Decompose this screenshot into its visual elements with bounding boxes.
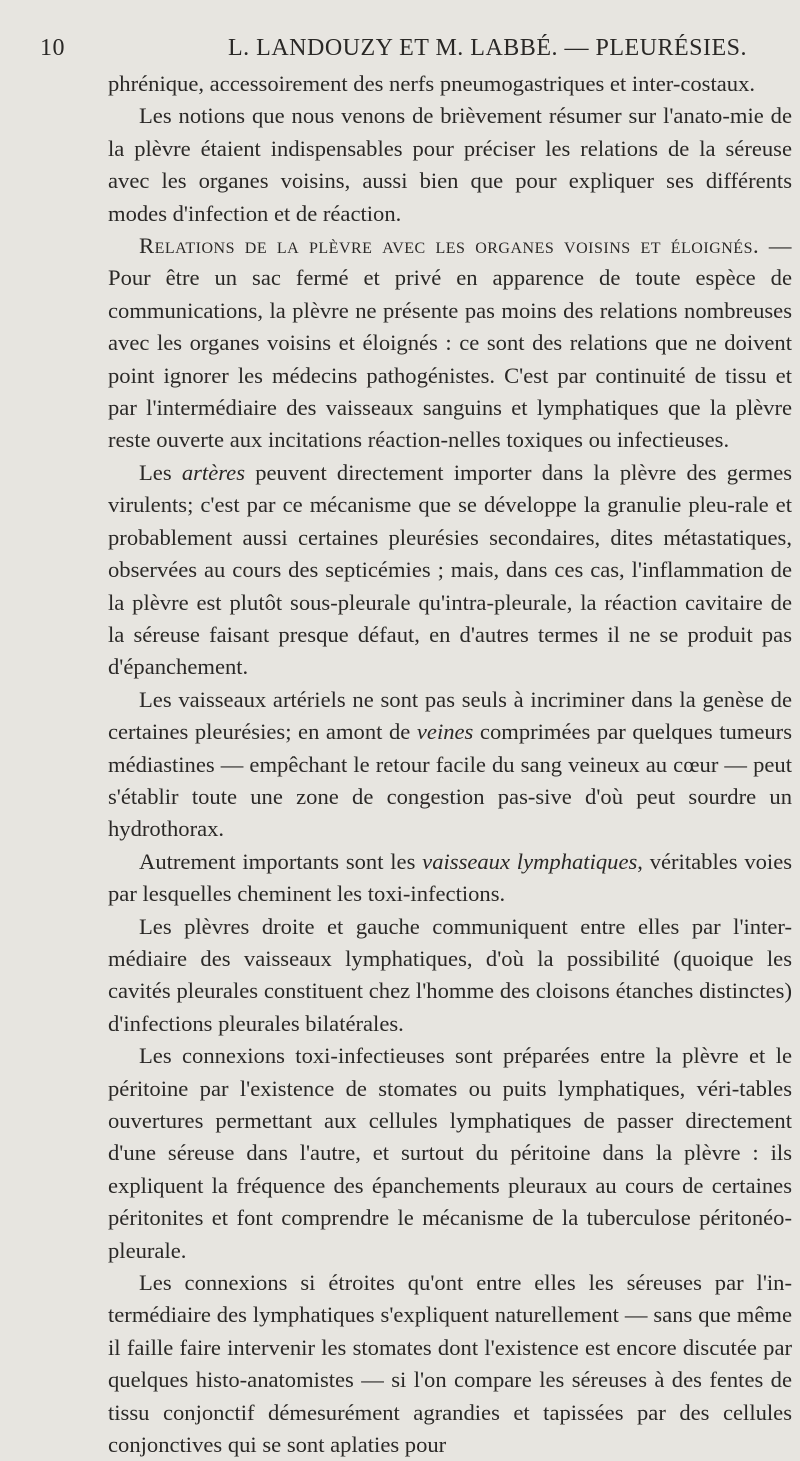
paragraph-5-start: Les vaisseaux artériels ne sont pas seuls à incriminer dans la genèse de certaines pleurésies; en amont de bbox=[108, 686, 792, 745]
page-header bbox=[40, 30, 747, 66]
paragraph-3-text: Pour être un sac fermé et privé en apparence de toute espèce de communications, la plèvre ne présente pas moins des relations nombreuses avec les organes voisins et éloignés : ce sont des relations que ne doivent point ignorer les médecins pathogénistes. C'est par continuité de tissu et par l'intermédiaire des vaisseaux sanguins et lymphatiques que la plèvre reste ouverte aux incitations réaction-nelles toxiques ou infectieuses. bbox=[108, 265, 792, 453]
paragraph-9: Les connexions si étroites qu'ont entre elles les séreuses par l'in-termédiaire des lymphatiques s'expliquent naturellement — sans que même il faille faire intervenir les stomates dont l'existence est encore discutée par quelques histo-anatomistes — si l'on compare les séreuses à des fentes de tissu conjonctif démesurément agrandies et tapissées par des cellules conjonctives qui se sont aplaties pour bbox=[108, 1270, 792, 1458]
paragraph-2: Les notions que nous venons de brièvement résumer sur l'anato-mie de la plèvre étaient indispensables pour préciser les relations de la séreuse avec les organes voisins, aussi bien que pour expliquer ses différents modes d'infection et de réaction. bbox=[108, 103, 792, 226]
page-number: 10 bbox=[40, 35, 65, 61]
paragraph-3 bbox=[108, 230, 792, 457]
body-text bbox=[108, 68, 792, 1461]
paragraph-4-start: Les bbox=[139, 459, 172, 485]
paragraph-4 bbox=[108, 457, 792, 684]
paragraph-8: Les connexions toxi-infectieuses sont préparées entre la plèvre et le péritoine par l'existence de stomates ou puits lymphatiques, véri-tables ouvertures permettant aux cellules lymphatiques de passer directement d'une séreuse dans l'autre, et surtout du péritoine dans la plèvre : ils expliquent la fréquence des épanchements pleuraux au cours de certaines péritonites et font comprendre le mécanisme de la tuberculose péritonéo-pleurale. bbox=[108, 1043, 792, 1263]
paragraph-5 bbox=[108, 684, 792, 846]
paragraph-1: phrénique, accessoirement des nerfs pneumogastriques et inter-costaux. bbox=[108, 71, 756, 96]
paragraph-5-rest: comprimées par quelques tumeurs médiastines — empêchant le retour facile du sang veineux au cœur — peut s'établir toute une zone de congestion pas-sive d'où peut sourdre un hydrothorax. bbox=[108, 719, 793, 842]
paragraph-4-rest: peuvent directement importer dans la plèvre des germes virulents; c'est par ce mécanisme que se développe la granulie pleu-rale et probablement aussi certaines pleurésies secondaires, dites métastatiques, observées au cours des septicémies ; mais, dans ces cas, l'inflammation de la plèvre est plutôt sous-pleurale qu'intra-pleurale, la réaction cavitaire de la séreuse faisant presque défaut, en d'autres termes il ne se produit pas d'épanchement. bbox=[108, 459, 793, 680]
paragraph-6-start: Autrement importants sont les bbox=[139, 848, 416, 874]
emphasis-vaisseaux-lymphatiques: vaisseaux lymphatiques bbox=[422, 848, 638, 874]
paragraph-6-rest: , véritables voies par lesquelles cheminent les toxi-infections. bbox=[108, 848, 793, 907]
emphasis-veines: veines bbox=[416, 719, 474, 745]
paragraph-7: Les plèvres droite et gauche communiquent entre elles par l'inter-médiaire des vaisseaux lymphatiques, d'où la possibilité (quoique les cavités pleurales constituent chez l'homme des cloisons étanches distinctes) d'infections pleurales bilatérales. bbox=[108, 913, 792, 1036]
section-heading: Relations de la plèvre avec les organes voisins et éloignés. — bbox=[139, 233, 792, 259]
paragraph-6 bbox=[108, 846, 792, 911]
running-head: L. LANDOUZY ET M. LABBÉ. — PLEURÉSIES. bbox=[228, 35, 747, 61]
emphasis-arteres: artères bbox=[181, 459, 245, 485]
